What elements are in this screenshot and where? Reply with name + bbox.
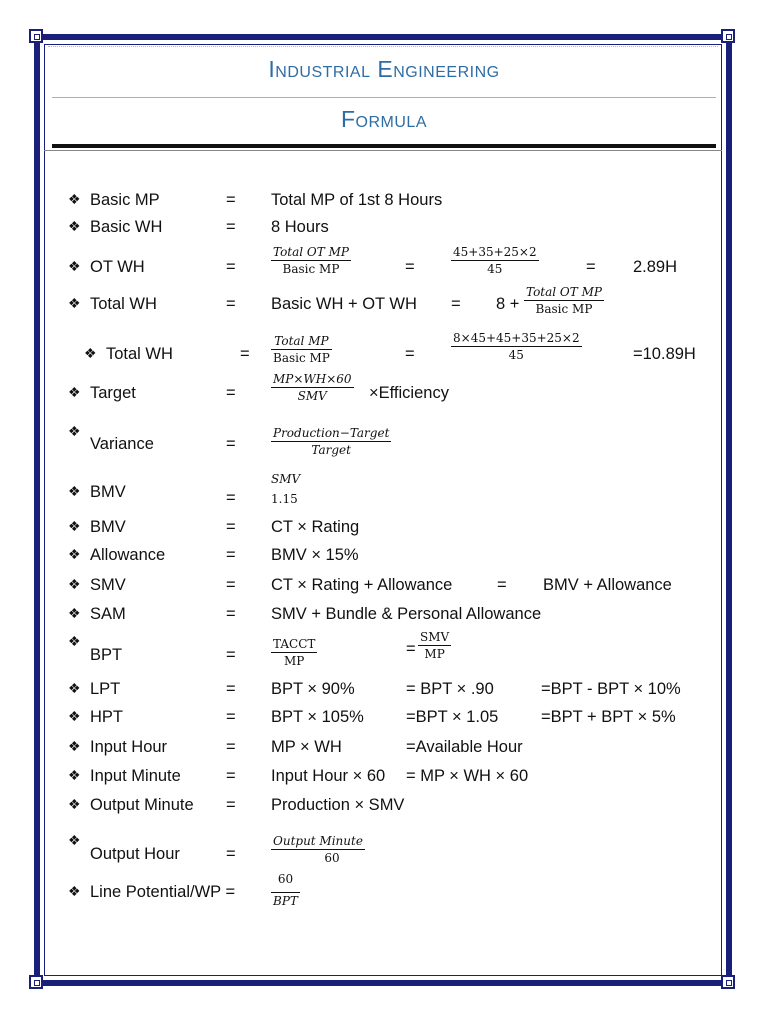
corner-ornament-icon <box>29 975 43 989</box>
formula-value: =BPT + BPT × 5% <box>541 708 676 726</box>
fraction-denominator: MP <box>424 647 445 661</box>
formula-result: =10.89H <box>633 345 696 363</box>
fraction-bar <box>271 441 391 442</box>
four-diamond-bullet-icon: ❖ <box>68 576 81 592</box>
four-diamond-bullet-icon: ❖ <box>68 708 81 724</box>
formula-value: 8 Hours <box>271 218 329 236</box>
four-diamond-bullet-icon: ❖ <box>84 345 97 361</box>
fraction <box>271 426 391 457</box>
formula-row <box>0 767 768 793</box>
formula-label: Allowance <box>90 546 166 564</box>
formula-result: 2.89H <box>633 258 678 276</box>
dotted-guide <box>48 46 718 47</box>
fraction-denominator: SMV <box>297 389 327 403</box>
formula-value: BMV × 15% <box>271 546 359 564</box>
formula-row <box>0 845 768 871</box>
fraction <box>451 245 539 276</box>
formula-value: =BPT - BPT × 10% <box>541 680 681 698</box>
formula-value: Input Hour × 60 <box>271 767 386 785</box>
four-diamond-bullet-icon: ❖ <box>68 738 81 754</box>
four-diamond-bullet-icon: ❖ <box>68 295 81 311</box>
formula-label: Variance <box>90 435 154 453</box>
fraction <box>271 334 332 365</box>
formula-value: =BPT × 1.05 <box>406 708 499 726</box>
equals-sign: = <box>226 796 236 814</box>
formula-value: CT × Rating <box>271 518 360 536</box>
fraction-numerator: SMV <box>420 630 450 644</box>
formula-label: HPT <box>90 708 123 726</box>
formula-label: Basic MP <box>90 191 160 209</box>
fraction <box>271 245 351 276</box>
equals-sign: = <box>226 384 236 402</box>
fraction-denominator: 45 <box>508 348 524 362</box>
fraction-bar <box>524 300 604 301</box>
formula-label: BPT <box>90 646 123 664</box>
four-diamond-bullet-icon: ❖ <box>68 767 81 783</box>
equals-sign: = <box>226 767 236 785</box>
fraction-numerator: Total OT MP <box>526 285 602 299</box>
formula-label: Input Hour <box>90 738 168 756</box>
formula-value: SMV + Bundle & Personal Allowance <box>271 605 542 623</box>
fraction <box>418 630 451 661</box>
fraction-denominator: Target <box>311 443 351 457</box>
formula-value: BMV + Allowance <box>543 576 672 594</box>
formula-label: LPT <box>90 680 121 698</box>
fraction-bar <box>271 892 300 893</box>
formula-row <box>0 483 768 509</box>
fraction-bar <box>271 260 351 261</box>
formula-row <box>0 738 768 764</box>
fraction-denominator: 1.15 <box>271 492 298 506</box>
formula-row <box>0 218 768 244</box>
formula-value: =Available Hour <box>406 738 523 756</box>
formula-label: OT WH <box>90 258 145 276</box>
formula-row <box>0 576 768 602</box>
equals-sign: = <box>405 345 415 363</box>
equals-sign: = <box>226 646 236 664</box>
fraction-bar <box>271 387 354 388</box>
four-diamond-bullet-icon: ❖ <box>68 680 81 696</box>
fraction <box>271 637 317 668</box>
formula-label: Target <box>90 384 136 402</box>
page-border-inner <box>44 44 722 976</box>
fraction-numerator: Total MP <box>274 334 329 348</box>
formula-label: Output Minute <box>90 796 194 814</box>
equals-sign: = <box>406 640 416 658</box>
fraction-numerator: Production−Target <box>273 426 390 440</box>
fraction <box>524 285 604 316</box>
equals-sign: = <box>226 680 236 698</box>
fraction <box>451 331 582 362</box>
equals-sign: = <box>226 518 236 536</box>
fraction <box>271 872 300 908</box>
fraction-denominator: MP <box>284 654 305 668</box>
fraction-denominator: Basic MP <box>282 262 340 276</box>
formula-value: = MP × WH × 60 <box>406 767 529 785</box>
equals-sign: = <box>226 576 236 594</box>
equals-sign: = <box>226 845 236 863</box>
four-diamond-bullet-icon: ❖ <box>68 796 81 812</box>
formula-row <box>0 191 768 217</box>
formula-label: BMV <box>90 483 126 501</box>
fraction-bar <box>451 260 539 261</box>
formula-label: Output Hour <box>90 845 180 863</box>
fraction-bar <box>451 346 582 347</box>
formula-row <box>0 345 768 371</box>
equals-sign: = <box>586 258 596 276</box>
equals-sign: = <box>226 191 236 209</box>
equals-sign: = <box>405 258 415 276</box>
fraction-denominator: BPT <box>273 894 298 908</box>
fraction <box>271 472 300 506</box>
four-diamond-bullet-icon: ❖ <box>68 832 81 848</box>
page-title: Industrial Engineering <box>268 56 500 82</box>
fraction <box>271 834 365 865</box>
four-diamond-bullet-icon: ❖ <box>68 423 81 439</box>
formula-value: BPT × 105% <box>271 708 364 726</box>
formula-label: SAM <box>90 605 126 623</box>
fraction-bar <box>271 849 365 850</box>
fraction-numerator: 60 <box>277 872 294 886</box>
formula-label: SMV <box>90 576 126 594</box>
formula-suffix: ×Efficiency <box>369 384 449 402</box>
fraction-numerator: MP×WH×60 <box>273 372 352 386</box>
four-diamond-bullet-icon: ❖ <box>68 483 81 499</box>
equals-sign: = <box>226 435 236 453</box>
header-rule-thin <box>44 150 722 151</box>
equals-sign: = <box>226 605 236 623</box>
formula-row <box>0 546 768 572</box>
formula-value: Total MP of 1st 8 Hours <box>271 191 443 209</box>
fraction-denominator: Basic MP <box>273 351 330 365</box>
four-diamond-bullet-icon: ❖ <box>68 218 81 234</box>
four-diamond-bullet-icon: ❖ <box>68 258 81 274</box>
formula-label: Basic WH <box>90 218 163 236</box>
formula-row <box>0 680 768 706</box>
formula-label: Total WH <box>90 295 157 313</box>
fraction-bar <box>271 349 332 350</box>
formula-value: Production × SMV <box>271 796 405 814</box>
formula-row <box>0 295 768 321</box>
equals-sign: = <box>226 489 236 507</box>
formula-label: Total WH <box>106 345 173 363</box>
formula-row <box>0 708 768 734</box>
equals-sign: = <box>226 258 236 276</box>
fraction-bar <box>418 645 451 646</box>
formula-row <box>0 384 768 410</box>
equals-sign: = <box>226 218 236 236</box>
fraction-numerator: TACCT <box>273 637 316 651</box>
equals-sign: = <box>226 738 236 756</box>
formula-row <box>0 605 768 631</box>
formula-value: = BPT × .90 <box>406 680 494 698</box>
fraction-numerator: 8×45+45+35+25×2 <box>453 331 580 345</box>
four-diamond-bullet-icon: ❖ <box>68 518 81 534</box>
equals-sign: = <box>497 576 507 594</box>
corner-ornament-icon <box>721 975 735 989</box>
four-diamond-bullet-icon: ❖ <box>68 546 81 562</box>
formula-row <box>0 796 768 822</box>
formula-row <box>0 518 768 544</box>
corner-ornament-icon <box>29 29 43 43</box>
fraction <box>271 372 354 403</box>
corner-ornament-icon <box>721 29 735 43</box>
formula-value: MP × WH <box>271 738 342 756</box>
four-diamond-bullet-icon: ❖ <box>68 633 81 649</box>
formula-label: Line Potential/WP = <box>90 883 236 901</box>
fraction-numerator: Output Minute <box>273 834 363 848</box>
fraction-numerator: 45+35+25×2 <box>453 245 537 259</box>
formula-value: BPT × 90% <box>271 680 355 698</box>
formula-label: BMV <box>90 518 126 536</box>
equals-sign: = <box>226 295 236 313</box>
equals-sign: = <box>240 345 250 363</box>
page-subtitle: Formula <box>340 106 427 132</box>
formula-prefix: 8 + <box>496 295 520 313</box>
fraction-bar <box>271 652 317 653</box>
fraction-denominator: 45 <box>487 262 503 276</box>
formula-value: CT × Rating + Allowance <box>271 576 453 594</box>
equals-sign: = <box>226 546 236 564</box>
fraction-numerator: Total OT MP <box>273 245 349 259</box>
four-diamond-bullet-icon: ❖ <box>68 605 81 621</box>
formula-value: Basic WH + OT WH <box>271 295 417 313</box>
formula-row <box>0 883 768 909</box>
fraction-numerator: SMV <box>271 472 301 486</box>
equals-sign: = <box>451 295 461 313</box>
four-diamond-bullet-icon: ❖ <box>68 384 81 400</box>
four-diamond-bullet-icon: ❖ <box>68 191 81 207</box>
fraction-denominator: 60 <box>324 851 340 865</box>
header-rule <box>52 144 716 148</box>
formula-label: Input Minute <box>90 767 181 785</box>
title-divider <box>52 97 716 98</box>
equals-sign: = <box>226 708 236 726</box>
four-diamond-bullet-icon: ❖ <box>68 883 81 899</box>
fraction-denominator: Basic MP <box>535 302 593 316</box>
